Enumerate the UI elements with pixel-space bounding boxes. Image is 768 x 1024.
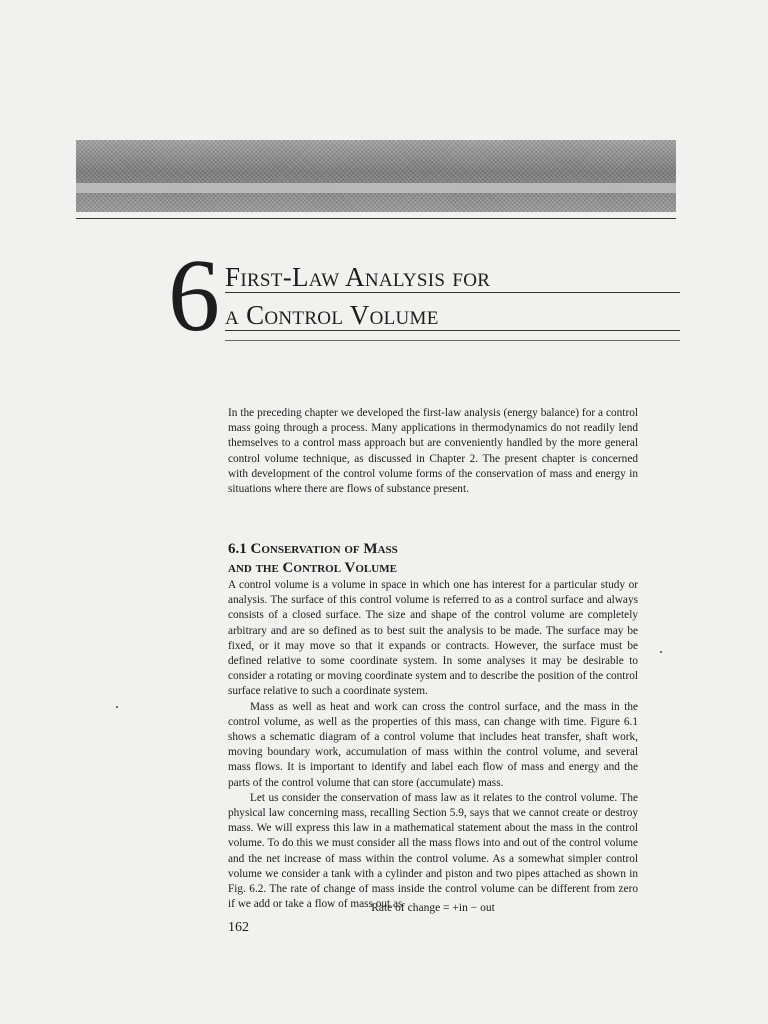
banner-stripe xyxy=(76,183,676,193)
section-paragraph-3: Let us consider the conservation of mass law as it relates to the control volume. The physical law concerning mass, recalling Section 5.9, says that we cannot create or destroy mass. We will express this law in a mathematical statement about the mass in the control volume. To do this we must consider all the mass flows into and out of the control volume and the net increase of mass within the control volume. As a somewhat simpler control volume we consider a tank with a cylinder and piston and two pipes attached as shown in Fig. 6.2. The rate of change of mass inside the control volume can be different from zero if we add or take a flow of mass out as xyxy=(228,791,638,911)
chapter-title-line1: First-Law Analysis for xyxy=(225,262,491,292)
title-rule-1 xyxy=(225,292,680,293)
scan-speck xyxy=(660,651,662,653)
chapter-banner xyxy=(76,140,676,212)
page-number: 162 xyxy=(228,920,249,935)
section-heading xyxy=(228,540,638,578)
section-heading-line1: 6.1 Conservation of Mass xyxy=(228,541,398,557)
scan-speck xyxy=(116,706,118,708)
title-rule-2 xyxy=(225,330,680,331)
banner-rule xyxy=(76,218,676,219)
rate-equation: Rate of change = +in − out xyxy=(371,902,495,914)
chapter-title-line2: a Control Volume xyxy=(225,300,439,330)
chapter-number: 6 xyxy=(168,238,220,353)
intro-text: In the preceding chapter we developed the first-law analysis (energy balance) for a control mass going through a process. Many applications in thermodynamics do not readily lend themselves to a control mass approach but are conveniently handled by the more general control volume technique, as discussed in Chapter 2. The present chapter is concerned with development of the control volume forms of the conservation of mass and energy in situations where there are flows of substance present. xyxy=(228,407,638,496)
section-body xyxy=(228,578,638,912)
intro-paragraph xyxy=(228,406,638,497)
section-heading-line2: and the Control Volume xyxy=(228,560,397,576)
title-underrule xyxy=(225,340,680,341)
section-paragraph-1: A control volume is a volume in space in which one has interest for a particular study or analysis. The surface of this control volume is referred to as a control surface and always consists of a closed surface. The size and shape of the control volume are completely arbitrary and are so defined as to best suit the analysis to be made. The surface may be fixed, or it may move so that it expands or contracts. However, the surface must be defined relative to some coordinate system. In some analyses it may be desirable to consider a rotating or moving coordinate system and to describe the position of the control surface relative to such a coordinate system. xyxy=(228,579,638,698)
section-paragraph-2: Mass as well as heat and work can cross the control surface, and the mass in the control volume, as well as the properties of this mass, can change with time. Figure 6.1 shows a schematic diagram of a control volume that includes heat transfer, shaft work, moving boundary work, accumulation of mass within the control volume, and several mass flows. It is important to identify and label each flow of mass and energy and the parts of the control volume that can store (accumulate) mass. xyxy=(228,700,638,789)
